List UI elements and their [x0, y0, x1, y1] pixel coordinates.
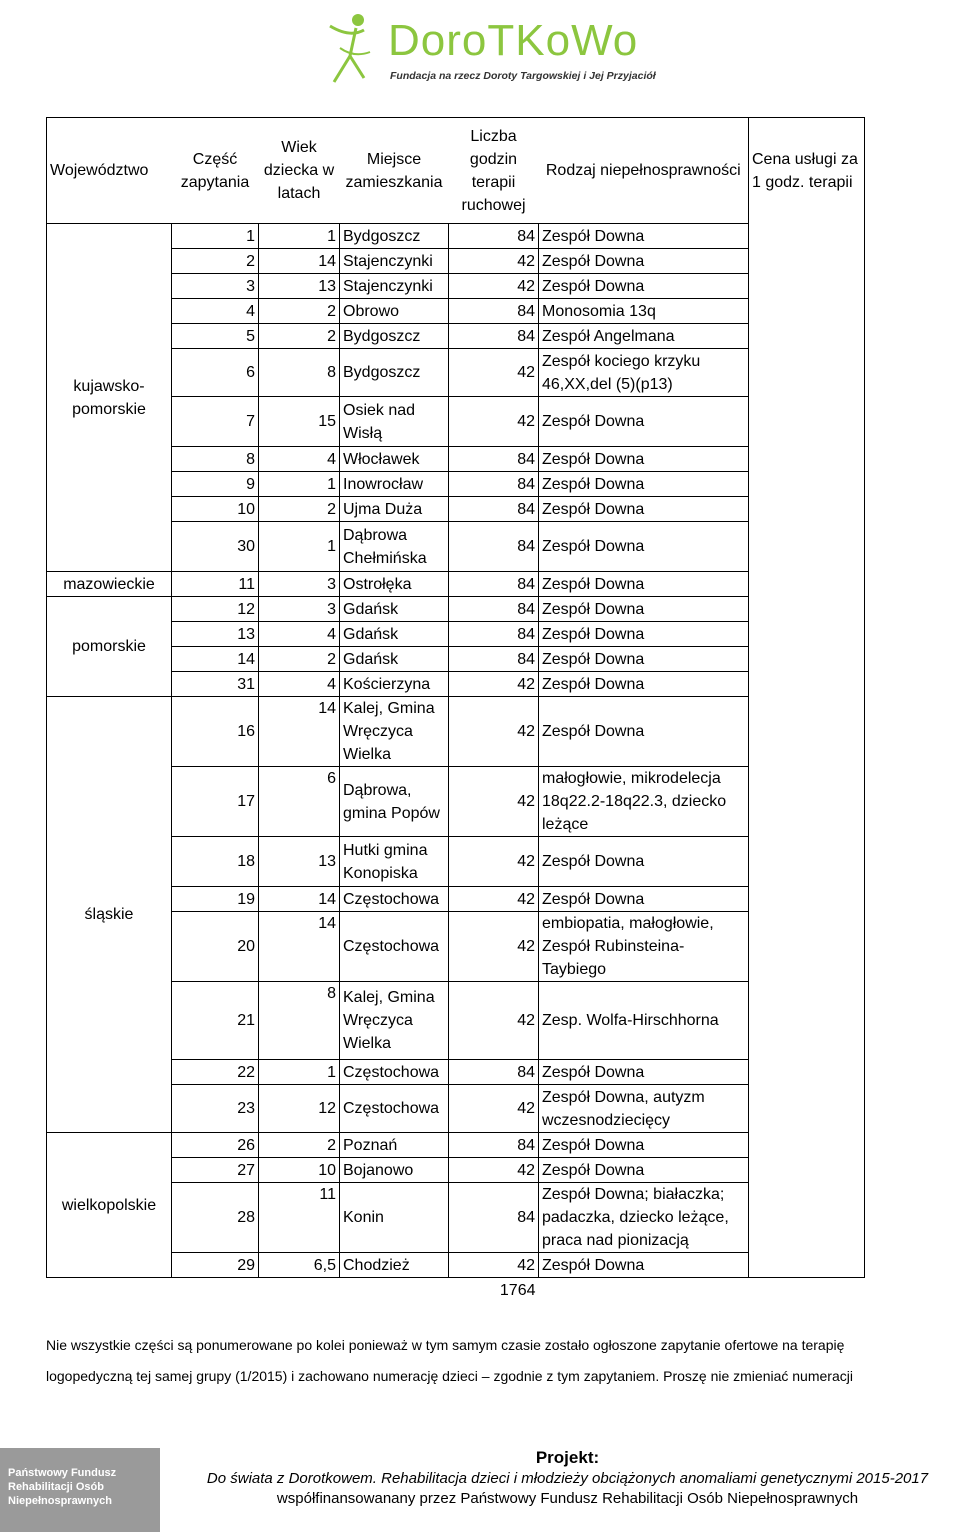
therapy-hours: 84	[449, 224, 539, 249]
residence: Stajenczynki	[340, 249, 449, 274]
header-czesc: Część zapytania	[172, 118, 259, 224]
residence: Poznań	[340, 1133, 449, 1158]
residence: Dąbrowa Chełmińska	[340, 522, 449, 572]
project-label: Projekt:	[535, 1448, 600, 1467]
residence: Kościerzyna	[340, 672, 449, 697]
therapy-hours: 42	[449, 274, 539, 299]
child-age: 3	[259, 572, 340, 597]
residence: Ostrołęka	[340, 572, 449, 597]
child-age: 2	[259, 299, 340, 324]
therapy-hours: 42	[449, 1085, 539, 1133]
child-age: 4	[259, 447, 340, 472]
region-cell: mazowieckie	[47, 572, 172, 597]
disability-type: Zespół Downa	[539, 224, 749, 249]
disability-type: Zespół Downa	[539, 274, 749, 299]
residence: Ujma Duża	[340, 497, 449, 522]
child-age: 15	[259, 397, 340, 447]
residence: Bojanowo	[340, 1158, 449, 1183]
logo-name: DoroTKoWo	[388, 16, 639, 65]
part-number: 31	[172, 672, 259, 697]
residence: Konin	[340, 1183, 449, 1253]
part-number: 7	[172, 397, 259, 447]
cofinancing-text: współfinansowanany przez Państwowy Fundusz Rehabilitacji Osób Niepełnosprawnych	[276, 1490, 859, 1507]
part-number: 6	[172, 349, 259, 397]
therapy-hours: 84	[449, 324, 539, 349]
therapy-hours: 42	[449, 1253, 539, 1278]
disability-type: embiopatia, małogłowie, Zespół Rubinsteina-Taybiego	[539, 912, 749, 982]
table-row	[47, 1133, 865, 1158]
therapy-hours: 84	[449, 647, 539, 672]
residence: Gdańsk	[340, 597, 449, 622]
part-number: 21	[172, 982, 259, 1060]
residence: Częstochowa	[340, 887, 449, 912]
residence: Bydgoszcz	[340, 224, 449, 249]
disability-type: Zesp. Wolfa-Hirschhorna	[539, 982, 749, 1060]
part-number: 1	[172, 224, 259, 249]
residence: Gdańsk	[340, 647, 449, 672]
child-age: 1	[259, 1060, 340, 1085]
header-wojewodztwo: Województwo	[47, 118, 172, 224]
child-age: 6	[259, 767, 340, 837]
disability-type: Zespół Downa	[539, 1253, 749, 1278]
part-number: 14	[172, 647, 259, 672]
part-number: 19	[172, 887, 259, 912]
part-number: 17	[172, 767, 259, 837]
child-age: 1	[259, 472, 340, 497]
part-number: 18	[172, 837, 259, 887]
residence: Stajenczynki	[340, 274, 449, 299]
part-number: 27	[172, 1158, 259, 1183]
residence: Bydgoszcz	[340, 349, 449, 397]
disability-type: Zespół Downa	[539, 497, 749, 522]
header-miejsce: Miejsce zamieszkania	[340, 118, 449, 224]
residence: Hutki gmina Konopiska	[340, 837, 449, 887]
residence: Dąbrowa, gmina Popów	[340, 767, 449, 837]
residence: Częstochowa	[340, 1085, 449, 1133]
disability-type: Zespół Downa	[539, 572, 749, 597]
part-number: 3	[172, 274, 259, 299]
residence: Chodzież	[340, 1253, 449, 1278]
therapy-hours: 42	[449, 982, 539, 1060]
header-row	[47, 118, 865, 224]
table-row	[47, 597, 865, 622]
therapy-hours: 42	[449, 837, 539, 887]
logo-subtitle: Fundacja na rzecz Doroty Targowskiej i Jej Przyjaciół	[390, 70, 656, 82]
disability-type: Monosomia 13q	[539, 299, 749, 324]
pfron-line: Niepełnosprawnych	[8, 1495, 112, 1507]
residence: Obrowo	[340, 299, 449, 324]
region-cell: kujawsko-pomorskie	[47, 224, 172, 572]
disability-type: Zespół Downa	[539, 397, 749, 447]
residence: Osiek nad Wisłą	[340, 397, 449, 447]
therapy-hours: 42	[449, 672, 539, 697]
disability-type: Zespół kociego krzyku 46,XX,del (5)(p13)	[539, 349, 749, 397]
disability-type: Zespół Downa	[539, 597, 749, 622]
pfron-logo	[0, 1448, 160, 1532]
part-number: 30	[172, 522, 259, 572]
therapy-hours: 84	[449, 447, 539, 472]
part-number: 8	[172, 447, 259, 472]
pfron-line: Rehabilitacji Osób	[8, 1481, 104, 1493]
part-number: 13	[172, 622, 259, 647]
part-number: 16	[172, 697, 259, 767]
disability-type: Zespół Downa	[539, 672, 749, 697]
disability-type: Zespół Downa; białaczka; padaczka, dziecko leżące, praca nad pionizacją	[539, 1183, 749, 1253]
child-age: 13	[259, 837, 340, 887]
disability-type: małogłowie, mikrodelecja 18q22.2-18q22.3, dziecko leżące	[539, 767, 749, 837]
child-age: 1	[259, 522, 340, 572]
total-row	[47, 1278, 865, 1303]
child-age: 12	[259, 1085, 340, 1133]
part-number: 4	[172, 299, 259, 324]
therapy-hours: 84	[449, 572, 539, 597]
table-row	[47, 697, 865, 767]
disability-type: Zespół Downa	[539, 837, 749, 887]
part-number: 5	[172, 324, 259, 349]
child-age: 10	[259, 1158, 340, 1183]
child-age: 3	[259, 597, 340, 622]
therapy-hours: 42	[449, 887, 539, 912]
child-age: 14	[259, 249, 340, 274]
dorotkowo-logo	[320, 8, 656, 88]
child-age: 14	[259, 887, 340, 912]
children-table	[46, 117, 865, 1303]
disability-type: Zespół Downa	[539, 1060, 749, 1085]
note-text: Nie wszystkie części są ponumerowane po kolei ponieważ w tym samym czasie zostało ogłoszone zapytanie ofertowe na terapię logopedyczną tej samej grupy (1/2015) i zachowano numerację dzieci – zgodnie z tym zapytaniem. Proszę nie zmieniać numeracji	[46, 1337, 853, 1384]
table-row	[47, 572, 865, 597]
total-hours: 1764	[499, 1281, 536, 1299]
child-age: 1	[259, 224, 340, 249]
part-number: 11	[172, 572, 259, 597]
part-number: 12	[172, 597, 259, 622]
therapy-hours: 84	[449, 299, 539, 324]
disability-type: Zespół Downa	[539, 1158, 749, 1183]
table-row	[47, 224, 865, 249]
header-godziny: Liczba godzin terapii ruchowej	[449, 118, 539, 224]
project-info	[175, 1447, 960, 1509]
region-cell: śląskie	[47, 697, 172, 1133]
child-age: 14	[259, 912, 340, 982]
header-wiek: Wiek dziecka w latach	[259, 118, 340, 224]
dancer-icon	[320, 8, 384, 88]
residence: Gdańsk	[340, 622, 449, 647]
child-age: 8	[259, 982, 340, 1060]
pfron-line: Państwowy Fundusz	[8, 1467, 117, 1479]
disability-type: Zespół Downa	[539, 472, 749, 497]
part-number: 2	[172, 249, 259, 274]
therapy-hours: 84	[449, 1183, 539, 1253]
therapy-hours: 84	[449, 522, 539, 572]
disability-type: Zespół Downa	[539, 249, 749, 274]
residence: Kalej, Gmina Wręczyca Wielka	[340, 982, 449, 1060]
part-number: 9	[172, 472, 259, 497]
part-number: 20	[172, 912, 259, 982]
disability-type: Zespół Downa	[539, 1133, 749, 1158]
child-age: 2	[259, 497, 340, 522]
disability-type: Zespół Downa	[539, 522, 749, 572]
therapy-hours: 84	[449, 1060, 539, 1085]
part-number: 26	[172, 1133, 259, 1158]
child-age: 2	[259, 1133, 340, 1158]
child-age: 8	[259, 349, 340, 397]
part-number: 23	[172, 1085, 259, 1133]
therapy-hours: 42	[449, 349, 539, 397]
child-age: 2	[259, 324, 340, 349]
child-age: 4	[259, 622, 340, 647]
therapy-hours: 84	[449, 597, 539, 622]
therapy-hours: 84	[449, 472, 539, 497]
child-age: 2	[259, 647, 340, 672]
residence: Włocławek	[340, 447, 449, 472]
residence: Bydgoszcz	[340, 324, 449, 349]
child-age: 14	[259, 697, 340, 767]
disability-type: Zespół Downa	[539, 447, 749, 472]
child-age: 6,5	[259, 1253, 340, 1278]
part-number: 22	[172, 1060, 259, 1085]
therapy-hours: 42	[449, 1158, 539, 1183]
disability-type: Zespół Downa	[539, 622, 749, 647]
therapy-hours: 42	[449, 697, 539, 767]
therapy-hours: 84	[449, 622, 539, 647]
part-number: 10	[172, 497, 259, 522]
therapy-hours: 84	[449, 1133, 539, 1158]
child-age: 11	[259, 1183, 340, 1253]
child-age: 13	[259, 274, 340, 299]
therapy-hours: 42	[449, 912, 539, 982]
residence: Inowrocław	[340, 472, 449, 497]
child-age: 4	[259, 672, 340, 697]
region-cell: pomorskie	[47, 597, 172, 697]
therapy-hours: 42	[449, 397, 539, 447]
header-rodzaj: Rodzaj niepełnosprawności	[539, 118, 749, 224]
header-cena: Cena usługi za 1 godz. terapii	[749, 118, 865, 1278]
therapy-hours: 84	[449, 497, 539, 522]
disability-type: Zespół Downa, autyzm wczesnodziecięcy	[539, 1085, 749, 1133]
disability-type: Zespół Downa	[539, 697, 749, 767]
therapy-hours: 42	[449, 249, 539, 274]
disability-type: Zespół Downa	[539, 887, 749, 912]
part-number: 29	[172, 1253, 259, 1278]
residence: Kalej, Gmina Wręczyca Wielka	[340, 697, 449, 767]
residence: Częstochowa	[340, 912, 449, 982]
region-cell: wielkopolskie	[47, 1133, 172, 1278]
residence: Częstochowa	[340, 1060, 449, 1085]
project-title: Do świata z Dorotkowem. Rehabilitacja dzieci i młodzieży obciążonych anomaliami genetycznymi 2015-2017	[206, 1470, 929, 1487]
therapy-hours: 42	[449, 767, 539, 837]
disability-type: Zespół Angelmana	[539, 324, 749, 349]
disability-type: Zespół Downa	[539, 647, 749, 672]
part-number: 28	[172, 1183, 259, 1253]
